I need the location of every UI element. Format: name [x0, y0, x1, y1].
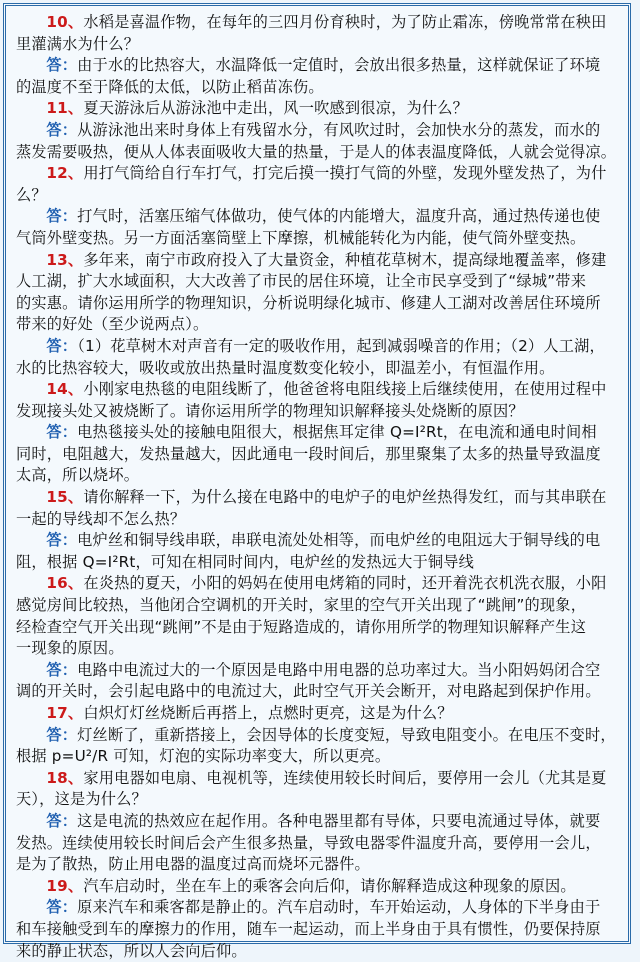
question-line	[16, 250, 620, 272]
question-line	[16, 876, 620, 898]
question-text: 在炎热的夏天，小阳的妈妈在使用电烤箱的同时，还开着洗衣机洗衣服，小阳	[83, 574, 607, 593]
question-number: 15、	[46, 488, 84, 507]
question-text: 带来的好处（至少说两点）。	[16, 315, 209, 334]
question-number: 17、	[46, 704, 84, 722]
answer	[16, 660, 620, 703]
answer-line	[16, 854, 620, 876]
question-number: 13、	[46, 250, 84, 269]
question-text: 水稻是喜温作物，在每年的三四月份育秧时，为了防止霜冻，傍晚常常在秧田	[83, 13, 607, 31]
question-text: 多年来，南宁市政府投入了大量资金，种植花草树木，提高绿地覆盖率，修建	[83, 250, 607, 269]
answer-text: 同时，电阻越大，发热量越大，因此通电一段时间后，那里聚集了太多的热量导致温度	[16, 444, 601, 463]
question-line	[16, 789, 620, 811]
question-text: 一起的导线却不怎么热？	[16, 509, 186, 528]
question-line	[16, 595, 620, 617]
answer-text: 打气时，活塞压缩气体做功，使气体的内能增大，温度升高，通过热传递也使	[77, 207, 601, 226]
question-text: 夏天游泳后从游泳池中走出，风一吹感到很凉，为什么？	[83, 99, 469, 118]
answer-line	[16, 55, 620, 77]
answer-text: 蒸发需要吸热，便从人体表面吸收大量的热量，于是人的体表温度降低，人就会觉得凉。	[16, 142, 617, 161]
answer-text: 气筒外壁变热。另一方面活塞筒壁上下摩擦，机械能转化为内能，使气筒外壁变热。	[16, 228, 586, 247]
qa-item	[16, 163, 620, 249]
question-line	[16, 98, 620, 120]
question-text: 感觉房间比较热，当他闭合空调机的开关时，家里的空气开关出现了“跳闸”的现象，	[16, 596, 587, 615]
question-line	[16, 638, 620, 660]
question-text: 汽车启动时，坐在车上的乘客会向后仰，请你解释造成这种现象的原因。	[83, 876, 576, 895]
qa-item	[16, 250, 620, 380]
answer-label: 答：	[46, 56, 78, 75]
question	[16, 768, 620, 811]
question-line	[16, 185, 620, 207]
answer-line	[16, 228, 620, 250]
answer-line	[16, 941, 620, 962]
answer-text: 来的静止状态，所以人会向后仰。	[16, 941, 247, 960]
answer-line	[16, 206, 620, 228]
question-text: 里灌满水为什么？	[16, 34, 140, 53]
answer-line	[16, 77, 620, 99]
document-frame	[3, 3, 631, 960]
question-text: 家用电器如电扇、电视机等，连续使用较长时间后，要停用一会儿（尤其是夏	[83, 768, 607, 787]
question-line	[16, 487, 620, 509]
answer	[16, 530, 620, 573]
question-number: 18、	[46, 768, 84, 787]
answer-text: （1）花草树木对声音有一定的吸收作用，起到减弱噪音的作用；（2）人工湖，	[77, 336, 605, 355]
answer-line	[16, 120, 620, 142]
answer-text: 电炉丝和铜导线串联，串联电流处处相等，而电炉丝的电阻远大于铜导线的电	[77, 531, 601, 550]
answer-label: 答：	[46, 207, 78, 226]
qa-item	[16, 379, 620, 487]
answer-label: 答：	[46, 120, 78, 139]
answer	[16, 206, 620, 249]
question	[16, 703, 620, 725]
question	[16, 876, 620, 898]
question-line	[16, 271, 620, 293]
qa-item	[16, 768, 620, 876]
question-text: 么？	[16, 185, 47, 204]
answer-line	[16, 811, 620, 833]
question-text: 用打气筒给自行车打气，打完后摸一摸打气筒的外壁，发现外壁发热了，为什	[83, 164, 607, 183]
question-text: 人工湖，扩大水域面积，大大改善了市民的居住环境，让全市民享受到了“绿城”带来	[16, 272, 587, 291]
answer-text: 阻，根据 Q=I²Rt，可知在相同时间内，电炉丝的发热远大于铜导线	[16, 552, 475, 571]
question-number: 14、	[46, 380, 84, 399]
question-number: 16、	[46, 574, 84, 593]
qa-item	[16, 703, 620, 768]
answer-text: 灯丝断了，重新搭接上，会因导体的长度变短，导致电阻变小。在电压不变时，	[77, 725, 616, 744]
question-text: 白炽灯灯丝烧断后再搭上，点燃时更亮，这是为什么？	[83, 704, 453, 722]
answer-label: 答：	[46, 531, 78, 550]
answer-text: 由于水的比热容大，水温降低一定值时，会放出很多热量，这样就保证了环境	[77, 56, 601, 75]
question-line	[16, 293, 620, 315]
answer-line	[16, 833, 620, 855]
answer-text: 根据 p=U²/R 可知，灯泡的实际功率变大，所以更亮。	[16, 747, 391, 766]
answer-label: 答：	[46, 811, 78, 830]
question	[16, 12, 620, 55]
answer-text: 水的比热容较大，吸收或放出热量时温度数变化较小，即温差小，有恒温作用。	[16, 358, 555, 377]
answer-line	[16, 746, 620, 768]
answer-text: 这是电流的热效应在起作用。各种电器里都有导体，只要电流通过导体，就要	[77, 811, 601, 830]
question-text: 请你解释一下，为什么接在电路中的电炉子的电炉丝热得发红，而与其串联在	[83, 488, 607, 507]
question-line	[16, 12, 620, 34]
answer-text: 是为了散热，防止用电器的温度过高而烧坏元器件。	[16, 855, 370, 874]
qa-item	[16, 487, 620, 573]
question-line	[16, 163, 620, 185]
question	[16, 573, 620, 659]
answer-text: 电路中电流过大的一个原因是电路中用电器的总功率过大。当小阳妈妈闭合空	[77, 660, 601, 679]
qa-item	[16, 573, 620, 703]
question-number: 10、	[46, 13, 84, 31]
answer	[16, 120, 620, 163]
answer-line	[16, 919, 620, 941]
answer-line	[16, 897, 620, 919]
question-text: 小刚家电热毯的电阻线断了，他爸爸将电阻线接上后继续使用，在使用过程中	[83, 380, 607, 399]
answer-line	[16, 422, 620, 444]
question	[16, 487, 620, 530]
question-text: 一现象的原因。	[16, 639, 124, 658]
answer-line	[16, 681, 620, 703]
question	[16, 163, 620, 206]
qa-item	[16, 876, 620, 962]
answer-text: 电热毯接头处的接触电阻很大，根据焦耳定律 Q=I²Rt，在电流和通电时间相	[77, 423, 597, 442]
question-line	[16, 314, 620, 336]
question-line	[16, 573, 620, 595]
answer	[16, 336, 620, 379]
answer-label: 答：	[46, 423, 78, 442]
question-line	[16, 401, 620, 423]
qa-item	[16, 12, 620, 98]
answer-text: 和车接触受到车的摩擦力的作用，随车一起运动，而上半身由于具有惯性，仍要保持原	[16, 919, 601, 938]
answer-text: 调的开关时，会引起电路中的电流过大，此时空气开关会断开，对电路起到保护作用。	[16, 682, 601, 701]
question-line	[16, 379, 620, 401]
question-text: 经检查空气开关出现“跳闸”不是由于短路造成的，请你用所学的物理知识解释产生这	[16, 617, 587, 636]
question-number: 12、	[46, 164, 84, 183]
answer	[16, 811, 620, 876]
answer-text: 的温度不至于降低的太低，以防止稻苗冻伤。	[16, 77, 324, 96]
question-line	[16, 703, 620, 725]
question	[16, 98, 620, 120]
qa-item	[16, 98, 620, 163]
answer-line	[16, 444, 620, 466]
question-line	[16, 768, 620, 790]
question	[16, 379, 620, 422]
answer-line	[16, 465, 620, 487]
answer-line	[16, 725, 620, 747]
answer	[16, 55, 620, 98]
answer-label: 答：	[46, 898, 78, 917]
answer	[16, 422, 620, 487]
question-line	[16, 509, 620, 531]
question	[16, 250, 620, 336]
answer-text: 原来汽车和乘客都是静止的。汽车启动时，车开始运动，人身体的下半身由于	[77, 898, 601, 917]
answer-line	[16, 660, 620, 682]
question-line	[16, 34, 620, 56]
answer-text: 从游泳池出来时身体上有残留水分，有风吹过时，会加快水分的蒸发，而水的	[77, 120, 601, 139]
answer-line	[16, 142, 620, 164]
answer-label: 答：	[46, 660, 78, 679]
answer-line	[16, 336, 620, 358]
question-text: 发现接头处又被烧断了。请你运用所学的物理知识解释接头处烧断的原因？	[16, 401, 524, 420]
question-text: 天），这是为什么？	[16, 790, 147, 809]
answer-line	[16, 530, 620, 552]
answer	[16, 897, 620, 962]
question-number: 11、	[46, 99, 84, 118]
answer-line	[16, 358, 620, 380]
question-text: 的实惠。请你运用所学的物理知识，分析说明绿化城市、修建人工湖对改善居住环境所	[16, 293, 601, 312]
answer-label: 答：	[46, 336, 78, 355]
answer-text: 发热。连续使用较长时间后会产生很多热量，导致电器零件温度升高，要停用一会儿，	[16, 833, 601, 852]
answer-label: 答：	[46, 725, 78, 744]
answer-line	[16, 552, 620, 574]
question-line	[16, 617, 620, 639]
answer	[16, 725, 620, 768]
answer-text: 太高，所以烧坏。	[16, 466, 140, 485]
question-number: 19、	[46, 876, 84, 895]
